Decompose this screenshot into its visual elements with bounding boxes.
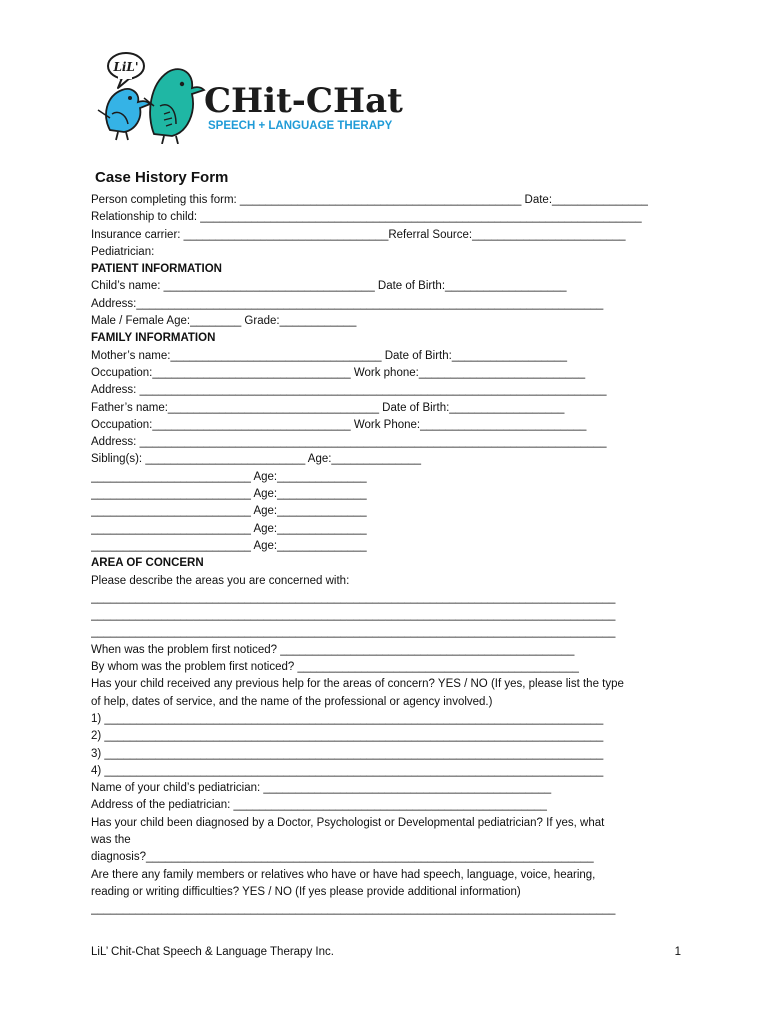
small-bird-icon <box>98 89 150 140</box>
form-line[interactable]: Address:_________________________________________________________________________ <box>91 297 604 310</box>
form-line[interactable]: diagnosis?______________________________________________________________________ <box>91 851 594 864</box>
tall-bird-icon <box>144 69 204 144</box>
form-line[interactable]: __________________________________________________________________________________ <box>91 591 616 604</box>
case-history-form <box>91 168 681 918</box>
form-line[interactable]: Address of the pediatrician: _________________________________________________ <box>91 799 547 812</box>
brand-name: CHit-CHat <box>204 81 403 121</box>
form-line: Pediatrician: <box>91 245 155 258</box>
form-line[interactable]: Address: _________________________________________________________________________ <box>91 436 607 449</box>
form-line[interactable]: _________________________ Age:______________ <box>91 522 367 535</box>
form-line: Are there any family members or relatives who have or have had speech, language, voice, hearing, <box>91 868 596 881</box>
form-line[interactable]: _________________________ Age:______________ <box>91 470 367 483</box>
page-number: 1 <box>674 946 681 958</box>
form-line[interactable]: 1) ______________________________________________________________________________ <box>91 712 604 725</box>
form-line[interactable]: _________________________ Age:______________ <box>91 488 367 501</box>
form-line[interactable]: __________________________________________________________________________________ <box>91 626 616 639</box>
form-line[interactable]: _________________________ Age:______________ <box>91 505 367 518</box>
speech-bubble-text: LiL' <box>113 60 139 74</box>
form-line[interactable]: Name of your child’s pediatrician: _____________________________________________ <box>91 782 552 795</box>
form-line[interactable]: _________________________ Age:______________ <box>91 539 367 552</box>
form-line[interactable]: Occupation:_______________________________ Work Phone:__________________________ <box>91 418 587 431</box>
page-footer <box>91 946 681 958</box>
form-line[interactable]: Occupation:_______________________________ Work phone:__________________________ <box>91 366 586 379</box>
section-heading: AREA OF CONCERN <box>91 557 204 570</box>
form-line[interactable]: Sibling(s): _________________________ Age:______________ <box>91 453 421 466</box>
form-line[interactable]: __________________________________________________________________________________ <box>91 609 616 622</box>
form-line: was the <box>91 833 131 846</box>
speech-bubble-icon <box>108 53 144 88</box>
form-line[interactable]: By whom was the problem first noticed? ____________________________________________ <box>91 661 579 674</box>
form-line[interactable]: Insurance carrier: ________________________________Referral Source:________________________ <box>91 228 626 241</box>
form-line[interactable]: Address: _________________________________________________________________________ <box>91 384 607 397</box>
form-line[interactable]: When was the problem first noticed? ______________________________________________ <box>91 643 575 656</box>
form-line: Has your child received any previous help for the areas of concern? YES / NO (If yes, please list the type <box>91 678 624 691</box>
company-logo <box>92 44 422 144</box>
form-line[interactable]: __________________________________________________________________________________ <box>91 903 616 916</box>
form-title: Case History Form <box>95 169 229 186</box>
form-line: reading or writing difficulties? YES / NO (If yes please provide additional information) <box>91 885 521 898</box>
section-heading: FAMILY INFORMATION <box>91 332 216 345</box>
form-line: of help, dates of service, and the name of the professional or agency involved.) <box>91 695 493 708</box>
form-line[interactable]: Person completing this form: ____________________________________________ Date:_______________ <box>91 194 648 206</box>
form-line[interactable]: 2) ______________________________________________________________________________ <box>91 730 604 743</box>
section-heading: PATIENT INFORMATION <box>91 263 222 276</box>
form-lines <box>91 192 681 918</box>
form-line: Has your child been diagnosed by a Doctor, Psychologist or Developmental pediatrician? If yes, what <box>91 816 605 829</box>
birds-logo-graphic <box>92 44 422 144</box>
form-line[interactable]: Male / Female Age:________ Grade:____________ <box>91 315 357 328</box>
footer-company-name: LiL’ Chit-Chat Speech & Language Therapy Inc. <box>91 946 334 958</box>
form-line[interactable]: Mother’s name:_________________________________ Date of Birth:__________________ <box>91 349 567 362</box>
form-line[interactable]: 3) ______________________________________________________________________________ <box>91 747 604 760</box>
form-line: Please describe the areas you are concerned with: <box>91 574 350 587</box>
form-line[interactable]: 4) ______________________________________________________________________________ <box>91 764 604 777</box>
form-line[interactable]: Father’s name:_________________________________ Date of Birth:__________________ <box>91 401 565 414</box>
form-line[interactable]: Child’s name: _________________________________ Date of Birth:___________________ <box>91 280 567 293</box>
brand-tagline: SPEECH + LANGUAGE THERAPY <box>208 120 393 132</box>
form-line[interactable]: Relationship to child: _____________________________________________________________________ <box>91 211 642 224</box>
